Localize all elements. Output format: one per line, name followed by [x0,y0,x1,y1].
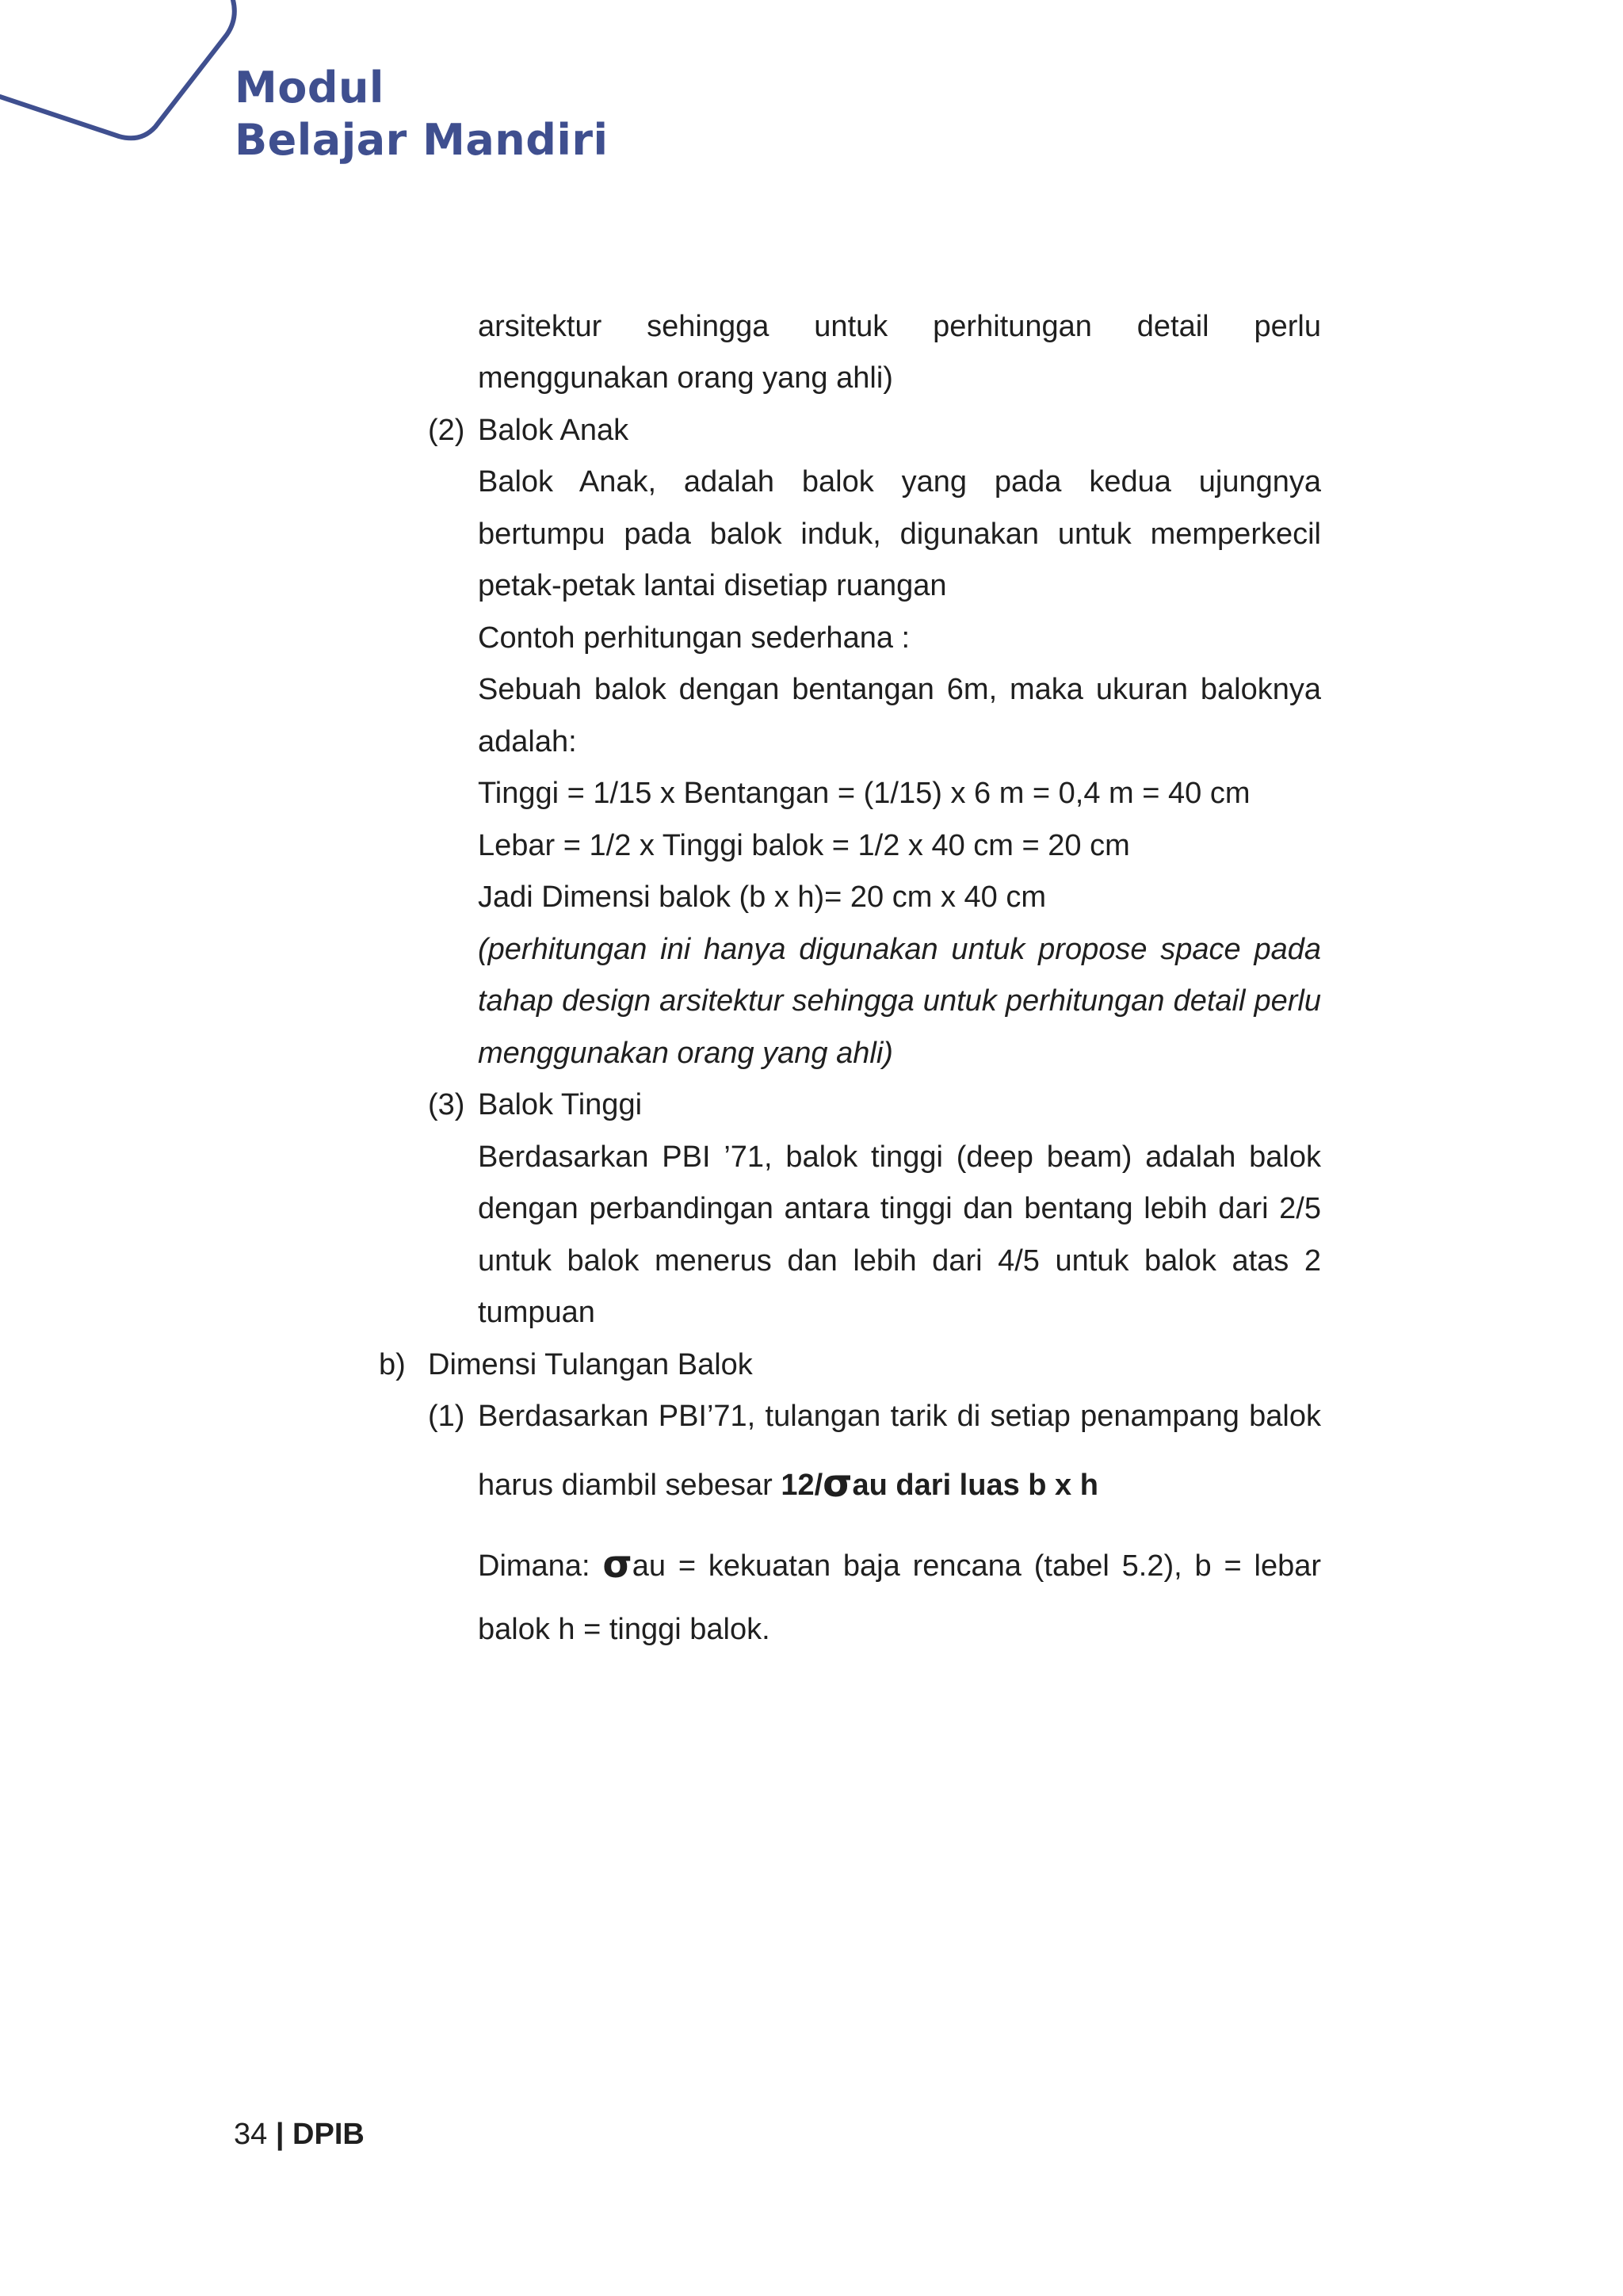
text-line: Sebuah balok dengan bentangan 6m, maka ukuran baloknya [478,673,1321,706]
text-line: menggunakan orang yang ahli) [478,361,893,395]
text-line: adalah: [478,725,577,758]
header-swoosh-decoration [0,0,254,159]
text-line: untuk balok menerus dan lebih dari 4/5 untuk balok atas 2 [478,1244,1321,1278]
formula-part: 12/ [781,1469,823,1502]
text-line: bertumpu pada balok induk, digunakan untuk memperkecil [478,518,1321,551]
text-segment: au = kekuatan baja rencana (tabel 5.2), b = lebar [632,1549,1321,1583]
page-number: 34 [234,2118,268,2151]
list-marker: (2) [428,414,465,447]
note-line: (perhitungan ini hanya digunakan untuk propose space pada [478,933,1321,966]
text-segment: Dimana: [478,1549,603,1583]
sigma-symbol: σ [602,1542,632,1587]
note-line: menggunakan orang yang ahli) [478,1037,893,1070]
text-line: Contoh perhitungan sederhana : [478,621,911,655]
footer-separator: | [275,2118,285,2151]
section-heading: Balok Tinggi [478,1088,643,1121]
formula-line: Tinggi = 1/15 x Bentangan = (1/15) x 6 m = 0,4 m = 40 cm [478,777,1251,810]
text-line: balok h = tinggi balok. [478,1613,770,1646]
text-line: Berdasarkan PBI’71, tulangan tarik di setiap penampang balok [478,1400,1321,1433]
text-line: tumpuan [478,1296,595,1329]
list-marker: (3) [428,1088,465,1121]
formula-bold [781,1461,1098,1506]
note-line: tahap design arsitektur sehingga untuk perhitungan detail perlu [478,984,1321,1018]
formula-line: Jadi Dimensi balok (b x h)= 20 cm x 40 cm [478,881,1046,914]
text-segment: harus diambil sebesar [478,1469,781,1502]
text-line [478,1458,1098,1512]
sigma-symbol: σ [823,1461,853,1506]
text-line: Berdasarkan PBI ’71, balok tinggi (deep beam) adalah balok [478,1140,1321,1174]
page-footer [234,2118,365,2152]
text-line: Balok Anak, adalah balok yang pada kedua ujungnya [478,465,1321,499]
text-line [478,1539,1321,1593]
section-heading: Dimensi Tulangan Balok [428,1348,753,1381]
module-title [235,62,609,166]
text-line: arsitektur sehingga untuk perhitungan detail perlu [478,310,1321,343]
list-marker: (1) [428,1400,465,1433]
section-heading: Balok Anak [478,414,629,447]
list-marker: b) [379,1348,406,1381]
formula-line: Lebar = 1/2 x Tinggi balok = 1/2 x 40 cm = 20 cm [478,829,1130,862]
module-title-line-2: Belajar Mandiri [235,115,609,165]
footer-label: DPIB [292,2118,365,2151]
module-title-line-1: Modul [235,63,384,113]
formula-part: au dari luas b x h [852,1469,1098,1502]
text-line: dengan perbandingan antara tinggi dan bentang lebih dari 2/5 [478,1192,1321,1225]
text-line: petak-petak lantai disetiap ruangan [478,569,947,602]
